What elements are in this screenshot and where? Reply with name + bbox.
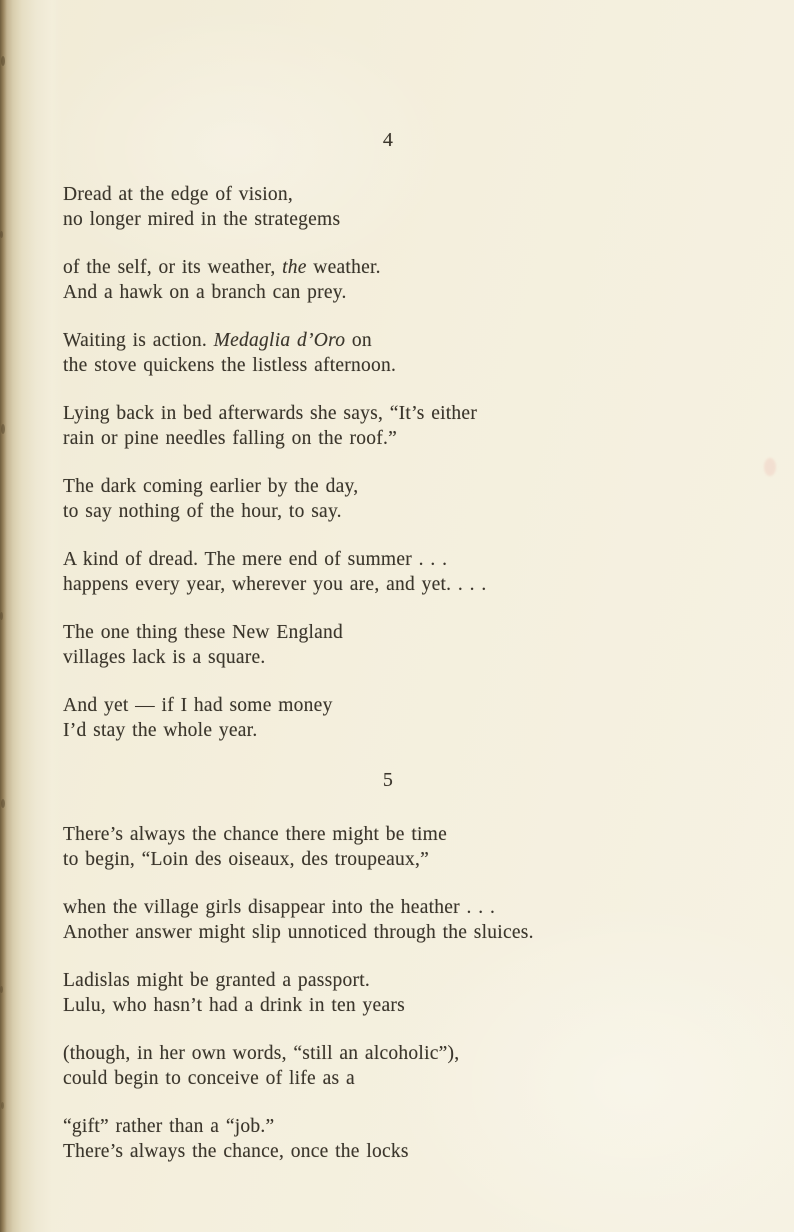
italic-text-run: the [282, 257, 307, 278]
poem-line [63, 280, 713, 305]
scan-speck [1, 424, 5, 434]
text-run: There’s always the chance there might be time [63, 824, 447, 845]
poem-line [63, 207, 713, 232]
text-run: could begin to conceive of life as a [63, 1068, 355, 1089]
text-run: (though, in her own words, “still an alcoholic”), [63, 1043, 460, 1064]
poem-line [63, 645, 713, 670]
section-number: 4 [382, 129, 394, 151]
poem-line [63, 693, 713, 718]
poem-line [63, 572, 713, 597]
scan-smudge [764, 458, 776, 476]
text-run: to say nothing of the hour, to say. [63, 501, 342, 522]
text-run: the stove quickens the listless afternoon. [63, 355, 397, 376]
text-run: no longer mired in the strategems [63, 209, 341, 230]
poem-line [63, 968, 713, 993]
poem-line [63, 718, 713, 743]
stanza [63, 328, 713, 378]
poem-line [63, 255, 713, 280]
text-run: weather. [306, 257, 381, 278]
scan-speck [1, 1102, 4, 1109]
stanza [63, 822, 713, 872]
text-run: The one thing these New England [63, 622, 344, 643]
poem-section-4 [63, 127, 713, 743]
text-run: “gift” rather than a “job.” [63, 1116, 275, 1137]
poem-line [63, 1139, 713, 1164]
stanza [63, 255, 713, 305]
stanza [63, 968, 713, 1018]
scan-speck [0, 231, 3, 238]
poem-line [63, 920, 713, 945]
text-run: And a hawk on a branch can prey. [63, 282, 347, 303]
text-run: when the village girls disappear into the heather . . . [63, 897, 496, 918]
poem-line [63, 1041, 713, 1066]
poem-line [63, 1114, 713, 1139]
stanza [63, 620, 713, 670]
text-run: Lying back in bed afterwards she says, “It’s either [63, 403, 478, 424]
scan-speck [0, 612, 3, 620]
stanza [63, 1114, 713, 1164]
poem-section-5 [63, 767, 713, 1164]
scan-speck [1, 56, 5, 66]
poem-line [63, 499, 713, 524]
poem-line [63, 426, 713, 451]
italic-text-run: Medaglia d’Oro [213, 330, 346, 351]
book-gutter-shadow [0, 0, 62, 1232]
section-number: 5 [382, 769, 394, 791]
text-run: to begin, “Loin des oiseaux, des troupeaux,” [63, 849, 430, 870]
text-run: Dread at the edge of vision, [63, 184, 294, 205]
stanza [63, 182, 713, 232]
text-run: There’s always the chance, once the locks [63, 1141, 409, 1162]
text-run: rain or pine needles falling on the roof.” [63, 428, 397, 449]
text-run: Another answer might slip unnoticed through the sluices. [63, 922, 534, 943]
stanza [63, 693, 713, 743]
poem-line [63, 993, 713, 1018]
poem-line [63, 822, 713, 847]
poem-line [63, 182, 713, 207]
scan-speck [0, 986, 3, 993]
poem-line [63, 474, 713, 499]
poem-line [63, 1066, 713, 1091]
poem-line [63, 847, 713, 872]
text-run: And yet — if I had some money [63, 695, 333, 716]
text-run: Ladislas might be granted a passport. [63, 970, 371, 991]
scan-speck [1, 799, 5, 808]
text-run: on [345, 330, 372, 351]
text-run: A kind of dread. The mere end of summer . . . [63, 549, 448, 570]
stanza [63, 1041, 713, 1091]
text-run: Waiting is action. [63, 330, 214, 351]
stanza [63, 401, 713, 451]
text-run: The dark coming earlier by the day, [63, 476, 359, 497]
text-run: of the self, or its weather, [63, 257, 283, 278]
stanza [63, 895, 713, 945]
stanza [63, 547, 713, 597]
poem-line [63, 353, 713, 378]
poem-line [63, 328, 713, 353]
poem-text-block [63, 0, 713, 1187]
text-run: Lulu, who hasn’t had a drink in ten years [63, 995, 405, 1016]
text-run: I’d stay the whole year. [63, 720, 258, 741]
stanza [63, 474, 713, 524]
poem-line [63, 895, 713, 920]
text-run: villages lack is a square. [63, 647, 266, 668]
poem-line [63, 547, 713, 572]
text-run: happens every year, wherever you are, and yet. . . . [63, 574, 487, 595]
poem-line [63, 620, 713, 645]
poem-line [63, 401, 713, 426]
